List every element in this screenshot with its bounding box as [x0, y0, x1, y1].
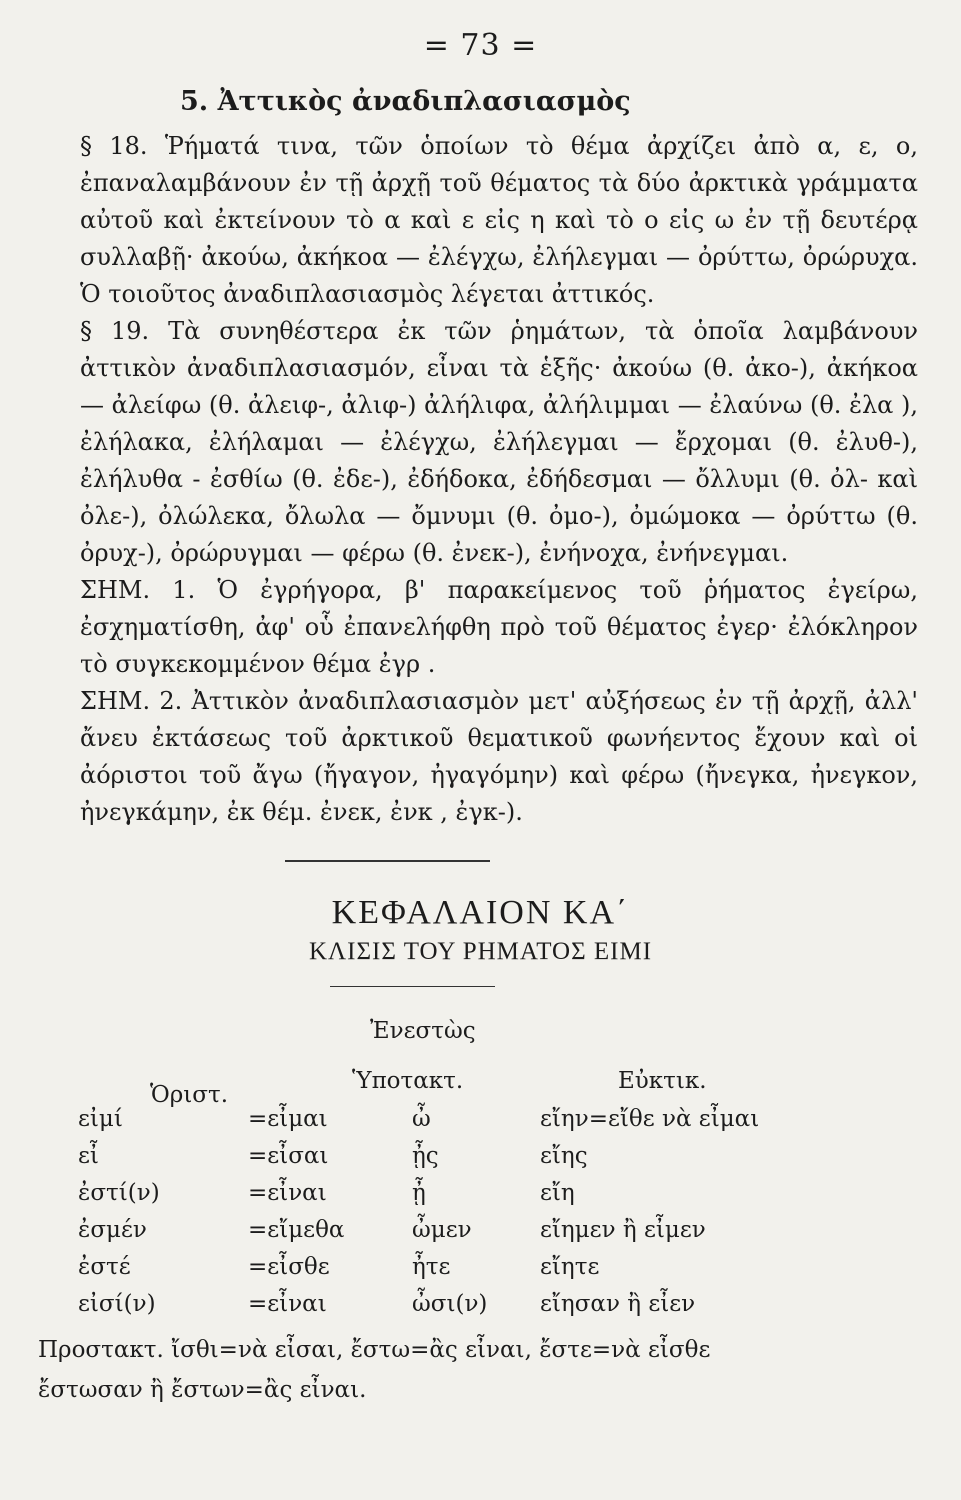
conjugation-row — [0, 1180, 961, 1216]
subjunctive-form: ὦσι(ν) — [412, 1291, 488, 1317]
translation: =εἶμαι — [248, 1106, 328, 1132]
translation: =εἶσαι — [248, 1143, 329, 1169]
imperative-line: Προστακτ. ἴσθι=νὰ εἶσαι, ἔστω=ἂς εἶναι, ἔστε=νὰ εἶσθε — [38, 1337, 711, 1363]
subjunctive-form: ᾖ — [412, 1180, 426, 1206]
subjunctive-form: ᾖς — [412, 1143, 439, 1169]
optative-form: εἴησαν ἢ εἶεν — [540, 1291, 696, 1317]
subjunctive-form: ὦμεν — [412, 1217, 472, 1243]
indicative-form: ἐστέ — [78, 1254, 131, 1280]
indicative-form: εἶ — [78, 1143, 99, 1169]
optative-form: εἴης — [540, 1143, 588, 1169]
note-1: ΣΗΜ. 1. Ὁ ἐγρήγορα, β' παρακείμενος τοῦ ῥήματος ἐγείρω, ἐσχηματίσθη, ἀφ' οὗ ἐπανελήφθη πρὸ τοῦ θέματος ἐγερ· ἐλόκληρον τὸ συγκεκομμένον θέμα ἐγρ . — [80, 576, 918, 678]
col-header-optative: Εὐκτικ. — [618, 1068, 707, 1094]
col-header-indicative: Ὁριστ. — [150, 1082, 229, 1108]
optative-form: εἴητε — [540, 1254, 600, 1280]
indicative-form: εἰσί(ν) — [78, 1291, 156, 1317]
conjugation-row — [0, 1217, 961, 1253]
chapter-heading: ΚΕΦΑΛΑΙΟΝ ΚΑ΄ — [331, 894, 630, 931]
translation: =εἶναι — [248, 1180, 327, 1206]
page-number: = 73 = — [423, 28, 538, 63]
section-title: 5. Ἀττικὸς ἀναδιπλασιασμὸς — [180, 86, 631, 117]
translation: =εἶναι — [248, 1291, 327, 1317]
optative-form: εἴημεν ἢ εἶμεν — [540, 1217, 706, 1243]
indicative-form: ἐσμέν — [78, 1217, 147, 1243]
body-text — [38, 128, 918, 831]
subjunctive-form: ὦ — [412, 1106, 431, 1132]
translation: =εἶσθε — [248, 1254, 330, 1280]
paragraph-19: § 19. Τὰ συνηθέστερα ἐκ τῶν ῥημάτων, τὰ ὁποῖα λαμβάνουν ἀττικὸν ἀναδιπλασιασμόν, εἶναι τὰ ἑξῆς· ἀκούω (θ. ἀκο-), ἀκήκοα — ἀλείφω (θ. ἀλειφ-, ἀλιφ-) ἀλήλιφα, ἀλήλιμμαι — ἐλαύνω (θ. ἐλα ), ἐλήλακα, ἐλήλαμαι — ἐλέγχω, ἐλήλεγμαι — ἔρχομαι (θ. ἐλυθ-), ἐλήλυθα - ἐσθίω (θ. ἐδε-), ἐδήδοκα, ἐδήδεσμαι — ὄλλυμι (θ. ὀλ- καὶ ὀλε-), ὀλώλεκα, ὄλωλα — ὄμνυμι (θ. ὀμο-), ὀμώμοκα — ὀρύττω (θ. ὀρυχ-), ὀρώρυγμαι — φέρω (θ. ἐνεκ-), ἐνήνοχα, ἐνήνεγμαι. — [80, 317, 918, 567]
imperative-line: ἔστωσαν ἢ ἔστων=ἂς εἶναι. — [38, 1377, 367, 1403]
chapter-subheading: ΚΛΙΣΙΣ ΤΟΥ ΡΗΜΑΤΟΣ ΕΙΜΙ — [308, 938, 653, 965]
subjunctive-form: ἦτε — [412, 1254, 451, 1280]
paragraph-18: § 18. Ῥήματά τινα, τῶν ὁποίων τὸ θέμα ἀρχίζει ἀπὸ α, ε, ο, ἐπαναλαμβάνουν ἐν τῇ ἀρχῇ τοῦ θέματος τὰ δύο ἀρκτικὰ γράμματα αὐτοῦ καὶ ἐκτείνουν τὸ α καὶ ε εἰς η καὶ τὸ ο εἰς ω ἐν τῇ δευτέρᾳ συλλαβῇ· ἀκούω, ἀκήκοα — ἐλέγχω, ἐλήλεγμαι — ὀρύττω, ὀρώρυχα. Ὁ τοιοῦτος ἀναδιπλασιασμὸς λέγεται ἀττικός. — [80, 132, 918, 308]
conjugation-row — [0, 1106, 961, 1142]
divider-rule — [285, 860, 490, 862]
imperative-block — [38, 1330, 928, 1410]
conjugation-row — [0, 1143, 961, 1179]
note-2: ΣΗΜ. 2. Ἀττικὸν ἀναδιπλασιασμὸν μετ' αὐξήσεως ἐν τῇ ἀρχῇ, ἀλλ' ἄνευ ἐκτάσεως τοῦ ἀρκτικοῦ θεματικοῦ φωνήεντος ἔχουν καὶ οἱ ἀόριστοι τοῦ ἄγω (ἤγαγον, ἠγαγόμην) καὶ φέρω (ἤνεγκα, ἠνεγκον, ἠνεγκάμην, ἐκ θέμ. ἐνεκ, ἐνκ , ἐγκ-). — [80, 687, 918, 826]
optative-form: εἴη — [540, 1180, 575, 1206]
col-header-subjunctive: Ὑποτακτ. — [352, 1068, 464, 1094]
conjugation-row — [0, 1291, 961, 1327]
optative-form: εἴην=εἴθε νὰ εἶμαι — [540, 1106, 760, 1132]
indicative-form: ἐστί(ν) — [78, 1180, 160, 1206]
tense-header: Ἐνεστὼς — [370, 1018, 476, 1044]
divider-rule-short — [330, 986, 495, 987]
translation: =εἴμεθα — [248, 1217, 345, 1243]
indicative-form: εἰμί — [78, 1106, 123, 1132]
conjugation-row — [0, 1254, 961, 1290]
